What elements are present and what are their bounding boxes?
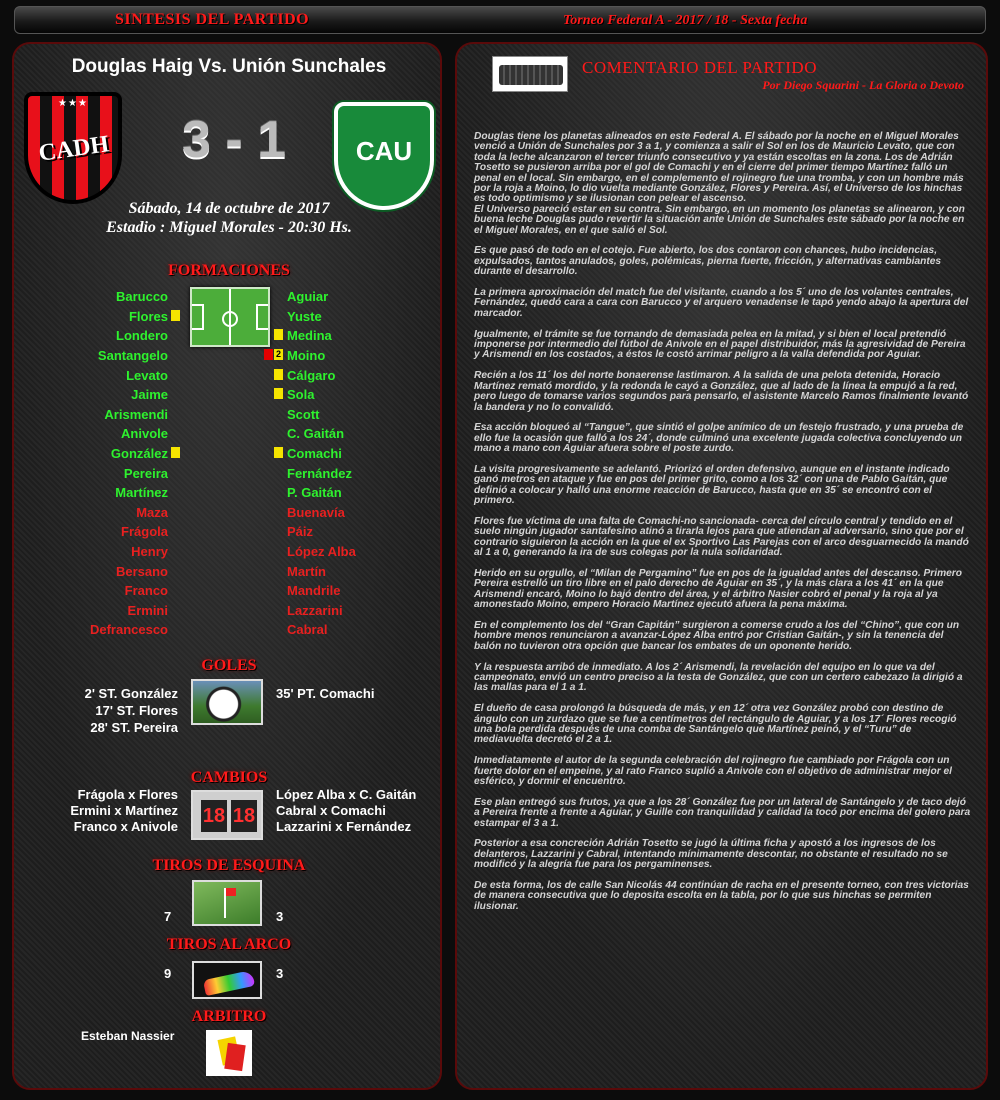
section-referee: ARBITRO xyxy=(191,1008,267,1025)
section-formaciones: FORMACIONES xyxy=(168,262,290,279)
second-yellow-icon: 2 xyxy=(275,349,281,359)
away-corners: 3 xyxy=(276,909,284,924)
away-goal: 35' PT. Comachi xyxy=(276,686,375,701)
home-sub: Maza xyxy=(136,505,168,520)
paragraph: Flores fue víctima de una falta de Comachi-no sancionada- cerca del círculo central y tendido en el suelo ningún jugador santafesino atinó a tirarla lejos para que atiendan al adversario, sino que por el contrario siguieron la acción en la que el ex Sportivo Las Parejas con el arco desguarnecido la mandó al 1 a 0, generando la ira de sus colegas por la nula solidaridad. xyxy=(474,515,969,559)
away-player: C. Gaitán xyxy=(287,426,345,441)
crest-away-text: CAU xyxy=(355,136,413,166)
player-name: González xyxy=(110,446,168,461)
commentary-article xyxy=(474,132,972,923)
away-shots: 3 xyxy=(276,966,284,981)
player-name: Comachi xyxy=(287,446,342,461)
paragraph: Y la respuesta arribó de inmediato. A los 2´ Arismendi, la revelación del equipo en lo que va del campeonato, envió un centro preciso a la testa de González, que con un certero cabezazo la dirigió a las mallas para el 1 a 1. xyxy=(474,661,963,694)
section-corners: TIROS DE ESQUINA xyxy=(152,857,306,874)
paragraph: Inmediatamente el autor de la segunda celebración del rojinegro fue cambiado por Frágola con un fuerte dolor en el empeine, y al rato Franco suplió a Anivole con el objetivo de administrar mejor el esférico, y dormir el encuentro. xyxy=(474,755,952,787)
section-goles: GOLES xyxy=(201,657,257,674)
away-player: Aguiar xyxy=(287,289,329,304)
away-player xyxy=(287,326,332,345)
commentary-byline: Por Diego Squarini - La Gloria o Devoto xyxy=(762,78,964,92)
paragraph: La visita progresivamente se adelantó. Priorizó el orden defensivo, aunque en el instante indicado ganó metros en ataque y fue en pos del primer grito, como a los 32´ con una de Pablo Gaitán, que definió a colocar y halló una enorme reacción de Barucco, hasta que en 35´ se encontró con el primero. xyxy=(474,463,950,507)
home-sub: Franco xyxy=(124,583,168,598)
away-sub: Mandrile xyxy=(287,583,341,598)
yellow-card-icon xyxy=(171,310,180,321)
home-corners: 7 xyxy=(164,909,172,924)
away-sub: Cabral xyxy=(287,622,328,637)
home-player: Martínez xyxy=(115,485,168,500)
board-right-number: 18 xyxy=(231,800,257,832)
yellow-card-icon xyxy=(274,329,283,340)
home-goal: 2' ST. González xyxy=(84,686,178,701)
home-change: Frágola x Flores xyxy=(77,787,178,802)
away-sub: López Alba xyxy=(287,544,356,559)
yellow-card-icon xyxy=(274,447,283,458)
player-name: Sola xyxy=(287,387,315,402)
paragraph: El dueño de casa prolongó la búsqueda de más, y en 12´ otra vez González probó con destino de ángulo con un zurdazo que se fue a centímetros del rectángulo de Aguiar, y a los 17´ Flores recogió una bola perdida después de una comba de Santángelo que Martínez peinó, y el “Turu” de mediavuelta decretó el 2 a 1. xyxy=(474,703,957,746)
away-sub: Martín xyxy=(287,564,326,579)
paragraph: Es que pasó de todo en el cotejo. Fue abierto, los dos contaron con chances, hubo incidencias, expulsados, tantos anulados, goles, polémicas, pierna fuerte, fricción, y alternativas cambiantes durante el desarrollo. xyxy=(474,245,942,278)
home-player: Jaime xyxy=(131,387,168,402)
tournament-label: Torneo Federal A - 2017 / 18 - Sexta fecha xyxy=(563,13,808,28)
home-sub: Frágola xyxy=(121,524,168,539)
commentary-title: COMENTARIO DEL PARTIDO xyxy=(582,58,817,77)
match-title: Douglas Haig Vs. Unión Sunchales xyxy=(71,56,387,77)
away-sub: Lazzarini xyxy=(287,603,343,618)
section-shots: TIROS AL ARCO xyxy=(166,936,292,953)
away-player xyxy=(287,385,314,404)
away-player: Scott xyxy=(287,407,320,422)
crest-stars: ★★★ xyxy=(58,98,88,109)
away-change: López Alba x C. Gaitán xyxy=(276,787,417,802)
board-left-number: 18 xyxy=(201,800,227,832)
paragraph: Recién a los 11´ los del norte bonaerense lastimaron. A la salida de una pelota detenida, Horacio Martínez remató mordido, y la redonda le cayó a González, que al lado de la línea la empujó a la red, pero luego de tomarse varios segundos para pensarlo, el asistente Marcelo Ramos finalmente levantó la bandera y no lo convalidó. xyxy=(474,370,969,413)
douglas-haig-crest xyxy=(24,92,122,204)
referee-cards-icon xyxy=(206,1030,252,1076)
away-player xyxy=(275,346,326,365)
section-cambios: CAMBIOS xyxy=(190,769,268,786)
match-venue: Estadio : Miguel Morales - 20:30 Hs. xyxy=(106,219,352,236)
header-bar xyxy=(14,6,986,34)
player-name: Cálgaro xyxy=(287,368,336,383)
keyboard-icon xyxy=(492,56,568,92)
paragraph: Ese plan entregó sus frutos, ya que a los 28´ González fue por un lateral de Santángelo y de taco dejó a Pereira frente a frente a Aguiar, y Guille con tranquilidad y calidad la tocó por encima del golero para estampar el 3 a 1. xyxy=(474,796,971,829)
home-change: Ermini x Martínez xyxy=(70,803,178,818)
scoreline: 3 - 1 xyxy=(181,111,287,169)
paragraph: Douglas tiene los planetas alineados en este Federal A. El sábado por la noche en el Miguel Morales venció a Unión de Sunchales por 3 a 1, y comienza a salir el Sol en los de Mauricio Levato, que con toda la leche alcanzaron el tercer triunfo consecutivo y ya están escoltas en la zona. Los de Adrián Tosetto se pusieron arriba por el gol de Comachi y en el cierre del primer tiempo Martínez falló un penal en el local. Sin embargo, en el complemento el rojinegro fue una tromba, y con un hombre más por la roja a Moino, lo dio vuelta mediante González, Flores y Pereira. Así, el Universo de los hinchas es todo optimismo y se ilusionan con pelear el ascenso. El Universo pareció estar en su contra. Sin embargo, en un momento los planetas se alinearon, y con buena leche Douglas pudo revertir la situación ante Unión de Sunchales este sábado por la noche en el Miguel Morales, en el que salió el Sol. xyxy=(474,131,965,236)
home-goal: 17' ST. Flores xyxy=(95,703,178,718)
paragraph: De esta forma, los de calle San Nicolás 44 continúan de racha en el presente torneo, con tres victorias de manera consecutiva que lo deposita escolta en la tabla, por lo que sus hinchas se permiten ilusionar. xyxy=(474,880,969,912)
crest-home-text: CADH xyxy=(37,131,111,167)
match-date-venue xyxy=(14,199,444,237)
away-player xyxy=(287,444,342,463)
home-shots: 9 xyxy=(164,966,172,981)
paragraph: Esa acción bloqueó al “Tangue”, que sintió el golpe anímico de un festejo frustrado, y una prueba de ello fue la ocasión que falló a los 24´, donde culminó una excelente jugada colectiva concluyendo un mano a mano con Aguiar afuera sobre el poste zurdo. xyxy=(474,422,964,455)
player-name: Flores xyxy=(128,309,168,324)
paragraph: Posterior a esa concreción Adrián Tosetto se jugó la última ficha y apostó a los ingresos de los delanteros, Lazzarini y Cabral, intentando mínimamente descontar, no obstante el resultado no se modificó y la alegría fue para los pergaminenses. xyxy=(474,838,948,871)
union-sunchales-crest xyxy=(334,102,434,210)
away-sub: Páiz xyxy=(287,524,314,539)
home-goal: 28' ST. Pereira xyxy=(90,720,178,735)
home-player: Barucco xyxy=(115,289,168,304)
home-sub: Defrancesco xyxy=(89,622,168,637)
paragraph: La primera aproximación del match fue del visitante, cuando a los 5´ uno de los volantes centrales, Fernández, quedó cara a cara con Barucco y el arquero venadense le tapó yendo abajo la apertura del marcador. xyxy=(474,287,969,319)
home-player: Arismendi xyxy=(104,407,168,422)
home-player xyxy=(111,444,168,463)
paragraph: Herido en su orgullo, el “Milan de Pergamino” fue en pos de la igualdad antes del descanso. Primero Pereira estrelló un tiro libre en el palo derecho de Aguiar en 35´, y la más clara a los 41´ en la que Arismendi encaró, Moino lo bajó dentro del área, y el árbitro Nasier cobró el penal y la roja al ya amonestado Moino, empero Horacio Martínez ejecutó afuera la pena máxima. xyxy=(474,567,962,611)
red-card-icon xyxy=(264,349,273,360)
away-player xyxy=(287,366,335,385)
away-player: Yuste xyxy=(287,309,322,324)
boot-icon xyxy=(192,961,262,999)
yellow-card-icon xyxy=(171,447,180,458)
away-sub: Buenavía xyxy=(287,505,345,520)
commentary-panel xyxy=(455,42,988,1090)
home-player: Londero xyxy=(116,328,168,343)
match-date: Sábado, 14 de octubre de 2017 xyxy=(128,200,330,217)
home-player xyxy=(129,307,168,326)
home-player: Pereira xyxy=(123,466,168,481)
home-change: Franco x Anivole xyxy=(73,819,178,834)
home-sub: Henry xyxy=(131,544,168,559)
yellow-card-icon xyxy=(274,369,283,380)
pitch-icon xyxy=(190,287,270,347)
substitution-board-icon xyxy=(191,790,263,840)
yellow-card-icon xyxy=(274,388,283,399)
referee-name: Esteban Nassier xyxy=(81,1029,175,1043)
paragraph: En el complemento los del “Gran Capitán” surgieron a comerse crudo a los del “Chino”, que con un hombre menos renunciaron a avanzar-López Alba entró por Cristian Gaitán-, y sin la tenencia del balón no tuvieron otra opción que bancar los embates de un oponente herido. xyxy=(474,619,960,652)
away-change: Lazzarini x Fernández xyxy=(276,819,412,834)
away-player: P. Gaitán xyxy=(287,485,342,500)
player-name: Moino xyxy=(287,348,326,363)
soccer-ball-icon xyxy=(191,679,263,725)
home-player: Santangelo xyxy=(97,348,168,363)
corner-flag-icon xyxy=(192,880,262,926)
paragraph: Igualmente, el trámite se fue tornando de demasiada pelea en la mitad, y si bien el local pretendió imponerse por intermedio del fútbol de Anivole en el papel distribuidor, más la agresividad de Pereira y Arismendi en los costados, a éstos le costó arrimar peligro a la valla defendida por Aguiar. xyxy=(474,328,966,361)
away-change: Cabral x Comachi xyxy=(276,803,386,818)
home-player: Levato xyxy=(126,368,168,383)
header-title: SINTESIS DEL PARTIDO xyxy=(115,11,310,28)
home-sub: Bersano xyxy=(115,564,168,579)
away-player: Fernández xyxy=(287,466,353,481)
home-player: Anivole xyxy=(121,426,168,441)
player-name: Medina xyxy=(287,328,332,343)
home-sub: Ermini xyxy=(127,603,168,618)
match-summary-panel xyxy=(12,42,442,1090)
